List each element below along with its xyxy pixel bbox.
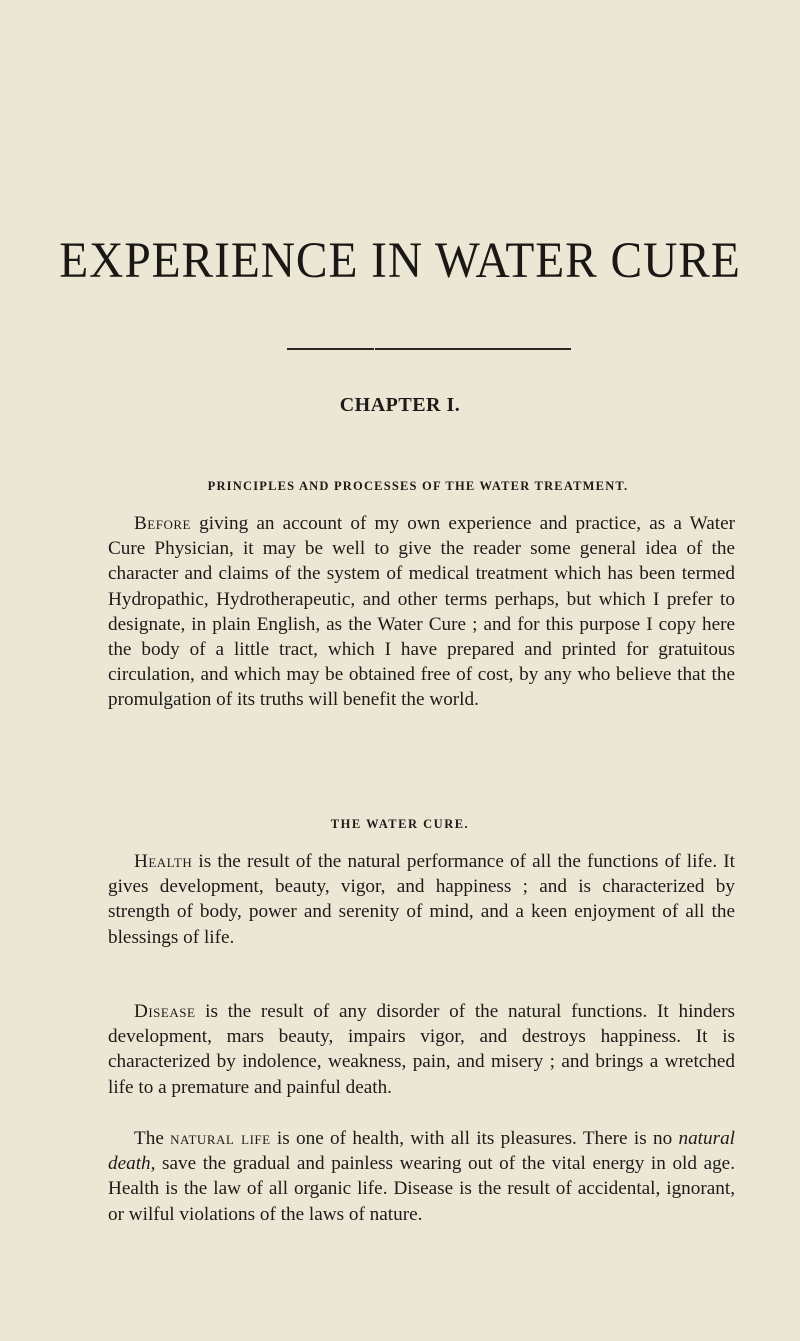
section-heading: THE WATER CURE. xyxy=(330,817,470,831)
intro-paragraph xyxy=(108,511,735,713)
natural-life-text-a: is one of health, with all its pleasures. There is no xyxy=(270,1128,679,1149)
title-rule-left xyxy=(287,348,374,350)
health-text: is the result of the natural performance of all the functions of life. It gives development, beauty, vigor, and happiness ; and is characterized by strength of body, power and serenity of mind, and a keen enjoyment of all the blessings of life. xyxy=(108,851,735,948)
natural-life-text-b: save the gradual and painless wearing out of the vital energy in old age. Health is the law of all organic life. Disease is the result of accidental, ignorant, or wilful violations of the laws of nature. xyxy=(108,1153,735,1225)
natural-life-lead: natural life xyxy=(170,1128,271,1149)
disease-text: is the result of any disorder of the natural functions. It hinders development, mars beauty, impairs vigor, and destroys happiness. It is characterized by indolence, weakness, pain, and misery ; and brings a wretched life to a premature and painful death. xyxy=(108,1001,735,1098)
intro-lead-word: Before xyxy=(134,513,191,534)
chapter-heading: CHAPTER I. xyxy=(339,394,461,416)
health-lead-word: Health xyxy=(134,851,193,872)
chapter-subtitle: PRINCIPLES AND PROCESSES OF THE WATER TREATMENT. xyxy=(207,479,629,493)
disease-paragraph xyxy=(108,999,735,1100)
disease-lead-word: Disease xyxy=(134,1001,196,1022)
intro-text: giving an account of my own experience and practice, as a Water Cure Physician, it may be well to give the reader some general idea of the character and claims of the system of medical treatment which has been termed Hydropathic, Hydrotherapeutic, and other terms perhaps, but which I prefer to designate, in plain English, as the Water Cure ; and for this purpose I copy here the body of a little tract, which I have prepared and printed for gratuitous circulation, and which may be obtained free of cost, by any who believe that the promulgation of its truths will benefit the world. xyxy=(108,513,735,711)
natural-death-emphasis: natural death, xyxy=(108,1128,735,1175)
health-paragraph xyxy=(108,849,735,950)
book-title: EXPERIENCE IN WATER CURE xyxy=(59,233,741,289)
natural-life-paragraph xyxy=(108,1126,735,1227)
title-rule-right xyxy=(375,348,571,350)
natural-life-prefix: The xyxy=(134,1128,171,1149)
